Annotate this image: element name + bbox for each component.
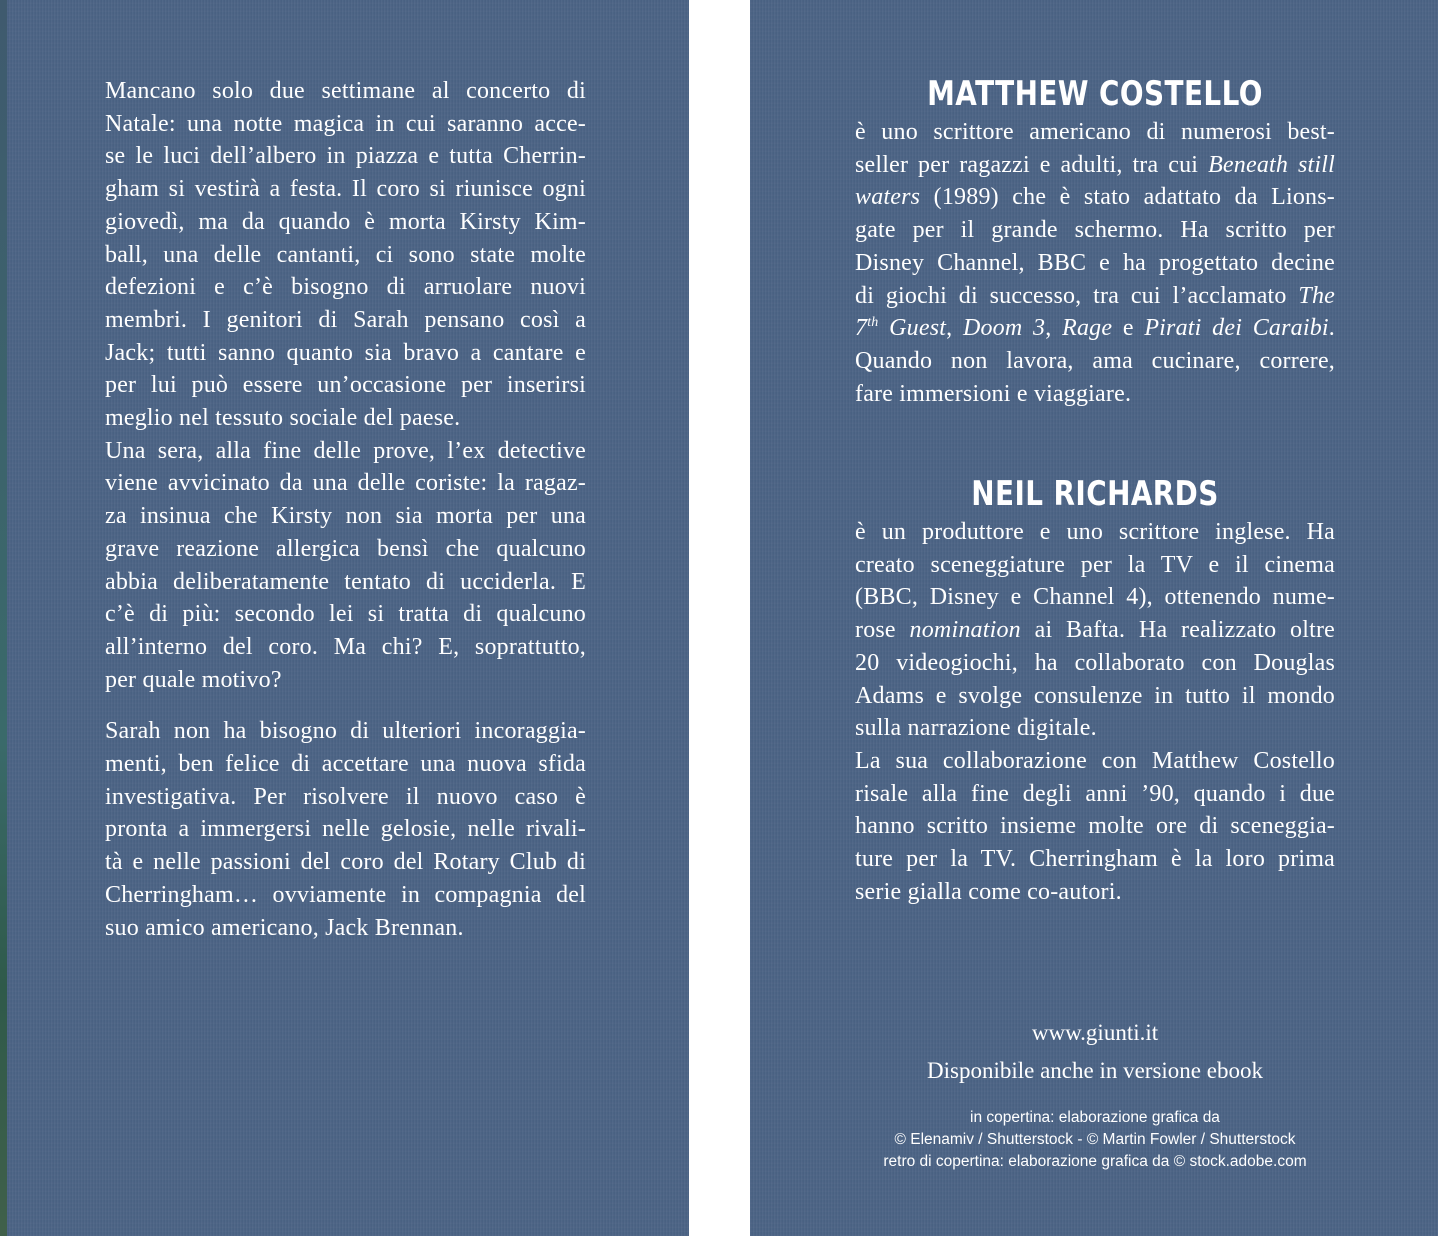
text-line: (BBC, Disney e Channel 4), ottenendo nume-	[855, 584, 1335, 611]
text-span: e	[1112, 315, 1145, 342]
text-span: (1989) che è stato adattato da Lions-	[920, 184, 1335, 211]
text-line: La sua collaborazione con Matthew Costello	[855, 747, 1335, 774]
text-line: per lui può essere un’occasione per inserirsi	[105, 372, 586, 399]
game-title: Doom 3	[962, 315, 1046, 342]
text-line: ture per la TV. Cherringham è la loro prima	[855, 846, 1335, 873]
text-line: hanno scritto insieme molte ore di sceneggia-	[855, 813, 1335, 840]
text-span: di giochi di successo, tra cui l’acclamato	[855, 282, 1299, 309]
text-line: viene avvicinato da una delle coriste: la ragaz-	[105, 470, 586, 497]
text-line: defezioni e c’è bisogno di arruolare nuovi	[105, 274, 586, 301]
text-line: all’interno del coro. Ma chi? E, soprattutto,	[105, 633, 586, 660]
text-line	[855, 280, 1335, 313]
text-line: ball, una delle cantanti, ci sono state molte	[105, 241, 586, 268]
book-title: waters	[855, 184, 921, 211]
credit-line: © Elenamiv / Shutterstock - © Martin Fowler / Shutterstock	[894, 1131, 1296, 1148]
text-span: ,	[1045, 315, 1063, 342]
text-line: c’è di più: secondo lei si tratta di qualcuno	[105, 601, 586, 628]
text-line: Quando non lavora, ama cucinare, correre,	[855, 347, 1335, 374]
text-line: è uno scrittore americano di numerosi best-	[855, 119, 1335, 145]
publisher-website: www.giunti.it	[1031, 1020, 1159, 1045]
text-line: se le luci dell’albero in piazza e tutta Cherrin-	[105, 143, 586, 170]
text-line: risale alla fine degli anni ’90, quando i due	[855, 780, 1335, 807]
plot-paragraph-1	[105, 75, 586, 696]
text-line	[855, 312, 1335, 345]
text-line: creato sceneggiature per la TV e il cinema	[855, 551, 1335, 578]
text-line	[855, 614, 1335, 647]
text-line: gate per il grande schermo. Ha scritto per	[855, 217, 1335, 244]
text-line: Jack; tutti sanno quanto sia bravo a cantare e	[105, 339, 586, 366]
superscript: th	[867, 315, 879, 331]
text-line: grave reazione allergica bensì che qualcuno	[105, 535, 586, 562]
text-line: Mancano solo due settimane al concerto di	[105, 78, 586, 104]
author-bio-costello	[855, 74, 1335, 410]
game-title	[855, 315, 946, 341]
text-line: serie gialla come co-autori.	[855, 878, 1122, 905]
text-line	[855, 181, 1335, 214]
author-bio-text	[855, 116, 1335, 410]
italic-term: nomination	[909, 617, 1021, 644]
text-line: tà e nelle passioni del coro del Rotary Club di	[105, 849, 586, 876]
text-span: ,	[946, 315, 963, 342]
credit-line: in copertina: elaborazione grafica da	[970, 1109, 1220, 1126]
text-line: Disney Channel, BBC e ha progettato decine	[855, 249, 1335, 276]
ebook-availability: Disponibile anche in versione ebook	[927, 1058, 1263, 1083]
author-bio-richards	[855, 474, 1335, 908]
text-span: ai Bafta. Ha realizzato oltre	[1020, 617, 1336, 644]
text-line: membri. I genitori di Sarah pensano così a	[105, 306, 586, 333]
text-line: Adams e svolge consulenze in tutto il mondo	[855, 682, 1335, 709]
text-span: rose	[855, 617, 910, 644]
text-line: 20 videogiochi, ha collaborato con Douglas	[855, 649, 1335, 676]
text-line: menti, ben felice di accettare una nuova sfida	[105, 751, 586, 778]
text-line: meglio nel tessuto sociale del paese.	[105, 405, 461, 432]
game-title: The	[1298, 282, 1335, 309]
plot-summary	[105, 75, 586, 944]
front-flap	[750, 0, 1438, 1236]
plot-paragraph-2	[105, 715, 586, 944]
text-line: per quale motivo?	[105, 666, 282, 693]
paragraph-gap	[105, 696, 586, 715]
author-name: NEIL RICHARDS	[971, 474, 1219, 514]
text-line: sulla narrazione digitale.	[855, 715, 1097, 742]
text-line: abbia deliberatamente tentato di ucciderla. E	[105, 568, 586, 595]
cover-credits	[830, 1107, 1360, 1173]
text-span: seller per ragazzi e adulti, tra cui	[855, 151, 1209, 178]
text-line: pronta a immergersi nelle gelosie, nelle rivali-	[105, 816, 586, 843]
text-line: giovedì, ma da quando è morta Kirsty Kim-	[105, 208, 586, 235]
cover-edge-strip	[0, 0, 7, 1236]
game-title: Rage	[1062, 315, 1113, 342]
text-line: Natale: una notte magica in cui saranno acce-	[105, 110, 586, 137]
text-line: za insinua che Kirsty non sia morta per una	[105, 503, 586, 530]
text-line: Cherringham… ovviamente in compagnia del	[105, 881, 586, 908]
game-title: Pirati dei Caraibi	[1144, 315, 1329, 342]
credit-line: retro di copertina: elaborazione grafica da © stock.adobe.com	[883, 1153, 1307, 1170]
text-line: suo amico americano, Jack Brennan.	[105, 914, 464, 941]
text-line: fare immersioni e viaggiare.	[855, 380, 1132, 407]
text-line: è un produttore e uno scrittore inglese. Ha	[855, 519, 1335, 545]
text-span: 7	[855, 315, 868, 342]
author-name: MATTHEW COSTELLO	[927, 74, 1263, 114]
text-line: gham si vestirà a festa. Il coro si riunisce ogni	[105, 176, 586, 203]
text-line: investigativa. Per risolvere il nuovo caso è	[105, 783, 586, 810]
author-bio-text	[855, 516, 1335, 908]
text-line	[855, 149, 1335, 182]
text-line: Sarah non ha bisogno di ulteriori incoraggia-	[105, 718, 586, 745]
book-title: Beneath still	[1208, 151, 1335, 178]
text-span: Guest	[878, 315, 947, 342]
text-line: Una sera, alla fine delle prove, l’ex detective	[105, 437, 586, 464]
text-span: .	[1328, 315, 1335, 342]
back-flap	[0, 0, 689, 1236]
